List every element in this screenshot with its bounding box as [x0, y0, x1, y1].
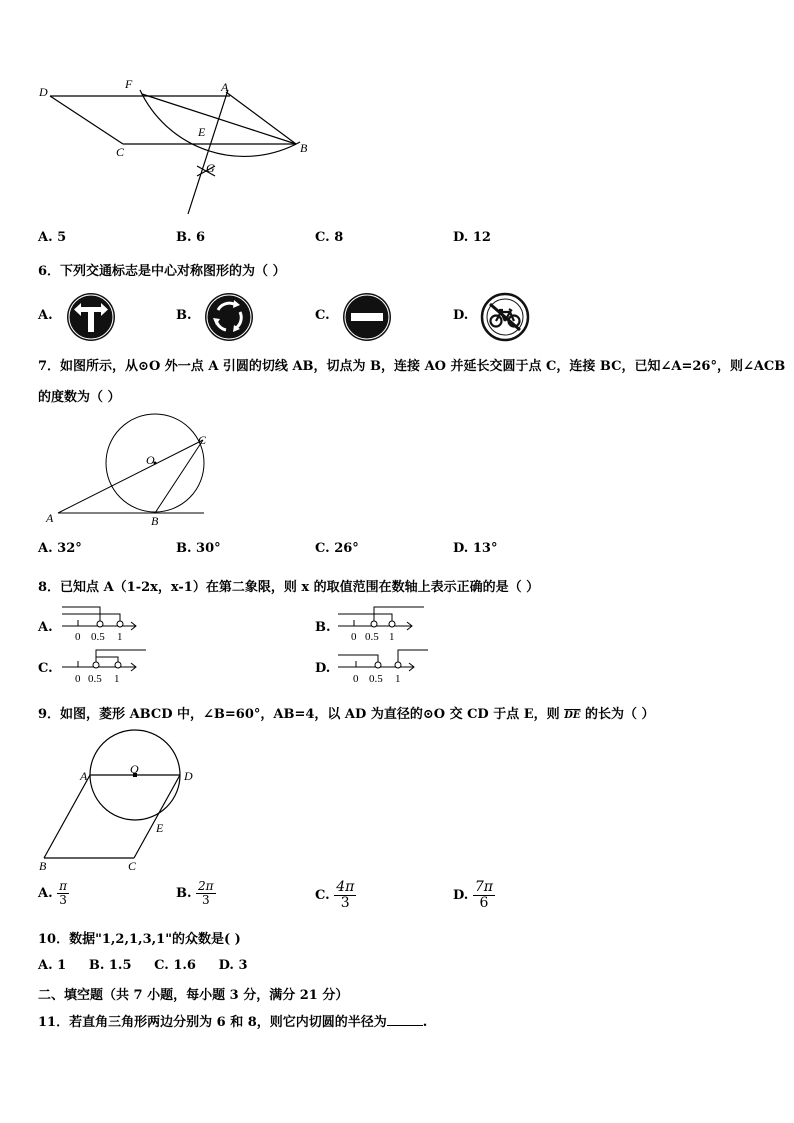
no-entry-sign-icon — [342, 292, 392, 342]
svg-text:0.5: 0.5 — [365, 631, 379, 643]
q7-stem-line2: 的度数为（ ） — [38, 390, 121, 405]
q10-option-a[interactable]: A. 1 — [38, 958, 67, 973]
label-C: C — [198, 433, 207, 447]
label-O: O — [130, 762, 139, 776]
svg-text:1: 1 — [114, 673, 120, 685]
svg-text:1: 1 — [389, 631, 395, 643]
q7-option-d[interactable]: D. 13° — [453, 541, 498, 556]
label-F: F — [125, 77, 133, 91]
q5-option-d[interactable]: D. 12 — [453, 230, 491, 245]
q8-number-line-c — [58, 645, 158, 685]
label-B: B — [151, 514, 159, 528]
figure-q9 — [34, 728, 214, 878]
q7-option-b[interactable]: B. 30° — [176, 541, 221, 556]
q8-number-line-a — [58, 604, 148, 644]
svg-text:1: 1 — [395, 673, 401, 685]
label-C: C — [116, 145, 125, 159]
q8-option-c[interactable]: C. — [38, 661, 53, 676]
q6-option-a[interactable]: A. — [38, 308, 53, 323]
section-title: 二、填空题（共 7 小题，每小题 3 分，满分 21 分） — [38, 988, 349, 1003]
figure-q7 — [40, 412, 220, 532]
roundabout-sign-icon — [204, 292, 254, 342]
svg-text:0: 0 — [353, 673, 359, 685]
q11-stem: 11．若直角三角形两边分别为 6 和 8，则它内切圆的半径为 . — [38, 1015, 428, 1030]
q9-option-d[interactable]: D. $\frac{7\pi}{6}$ — [453, 879, 493, 911]
q8-stem: 8．已知点 A（1-2x，x-1）在第二象限，则 x 的取值范围在数轴上表示正确的是（ ） — [38, 580, 540, 595]
label-B: B — [39, 859, 47, 873]
q8-option-b[interactable]: B. — [315, 620, 331, 635]
q8-number-line-d — [334, 645, 434, 685]
q5-option-c[interactable]: C. 8 — [315, 230, 344, 245]
label-A: A — [46, 511, 54, 525]
q8-option-a[interactable]: A. — [38, 620, 53, 635]
svg-text:0: 0 — [75, 631, 81, 643]
label-C: C — [128, 859, 137, 873]
label-B: B — [300, 141, 308, 155]
q10-options — [38, 958, 248, 973]
q6-stem: 6．下列交通标志是中心对称图形的为（ ） — [38, 264, 286, 279]
label-A: A — [221, 80, 229, 94]
q9-stem: 9．如图，菱形 ABCD 中，∠B=60°，AB=4，以 AD 为直径的⊙O 交 CD 于点 E，则 $\overline{DE}$ 的长为（ ） — [38, 707, 655, 722]
answer-blank[interactable] — [387, 1013, 423, 1026]
svg-text:0: 0 — [75, 673, 81, 685]
q9-option-c[interactable]: C. $\frac{4\pi}{3}$ — [315, 879, 355, 911]
label-G: G — [206, 161, 215, 175]
label-E: E — [198, 125, 206, 139]
label-A: A — [80, 769, 88, 783]
q6-option-d[interactable]: D. — [453, 308, 469, 323]
q8-option-d[interactable]: D. — [315, 661, 331, 676]
turn-left-right-sign-icon — [66, 292, 116, 342]
q9-option-a[interactable]: A. $\frac{\pi}{3}$ — [38, 879, 68, 907]
q9-option-b[interactable]: B. $\frac{2\pi}{3}$ — [176, 879, 214, 907]
label-O: O — [146, 453, 155, 467]
label-E: E — [156, 821, 164, 835]
q10-option-d[interactable]: D. 3 — [218, 958, 248, 973]
svg-text:0.5: 0.5 — [369, 673, 383, 685]
svg-text:0: 0 — [351, 631, 357, 643]
q10-option-b[interactable]: B. 1.5 — [88, 958, 132, 973]
q5-option-b[interactable]: B. 6 — [176, 230, 206, 245]
q7-stem-line1: 7．如图所示，从⊙O 外一点 A 引圆的切线 AB，切点为 B，连接 AO 并延长交圆于点 C，连接 BC，已知∠A=26°，则∠ACB — [38, 359, 786, 374]
q8-number-line-b — [334, 604, 434, 644]
figure-q5 — [30, 72, 320, 222]
q6-option-c[interactable]: C. — [315, 308, 330, 323]
q6-option-b[interactable]: B. — [176, 308, 192, 323]
q7-option-a[interactable]: A. 32° — [38, 541, 82, 556]
q7-option-c[interactable]: C. 26° — [315, 541, 359, 556]
svg-text:1: 1 — [117, 631, 123, 643]
svg-text:0.5: 0.5 — [91, 631, 105, 643]
no-bicycles-sign-icon — [480, 292, 530, 342]
q10-stem: 10．数据"1,2,1,3,1"的众数是( ) — [38, 932, 241, 947]
arc-de-label: $\overline{DE}$ — [564, 710, 581, 721]
q10-option-c[interactable]: C. 1.6 — [154, 958, 196, 973]
label-D: D — [39, 85, 48, 99]
q5-option-a[interactable]: A. 5 — [38, 230, 67, 245]
svg-text:0.5: 0.5 — [88, 673, 102, 685]
label-D: D — [184, 769, 193, 783]
